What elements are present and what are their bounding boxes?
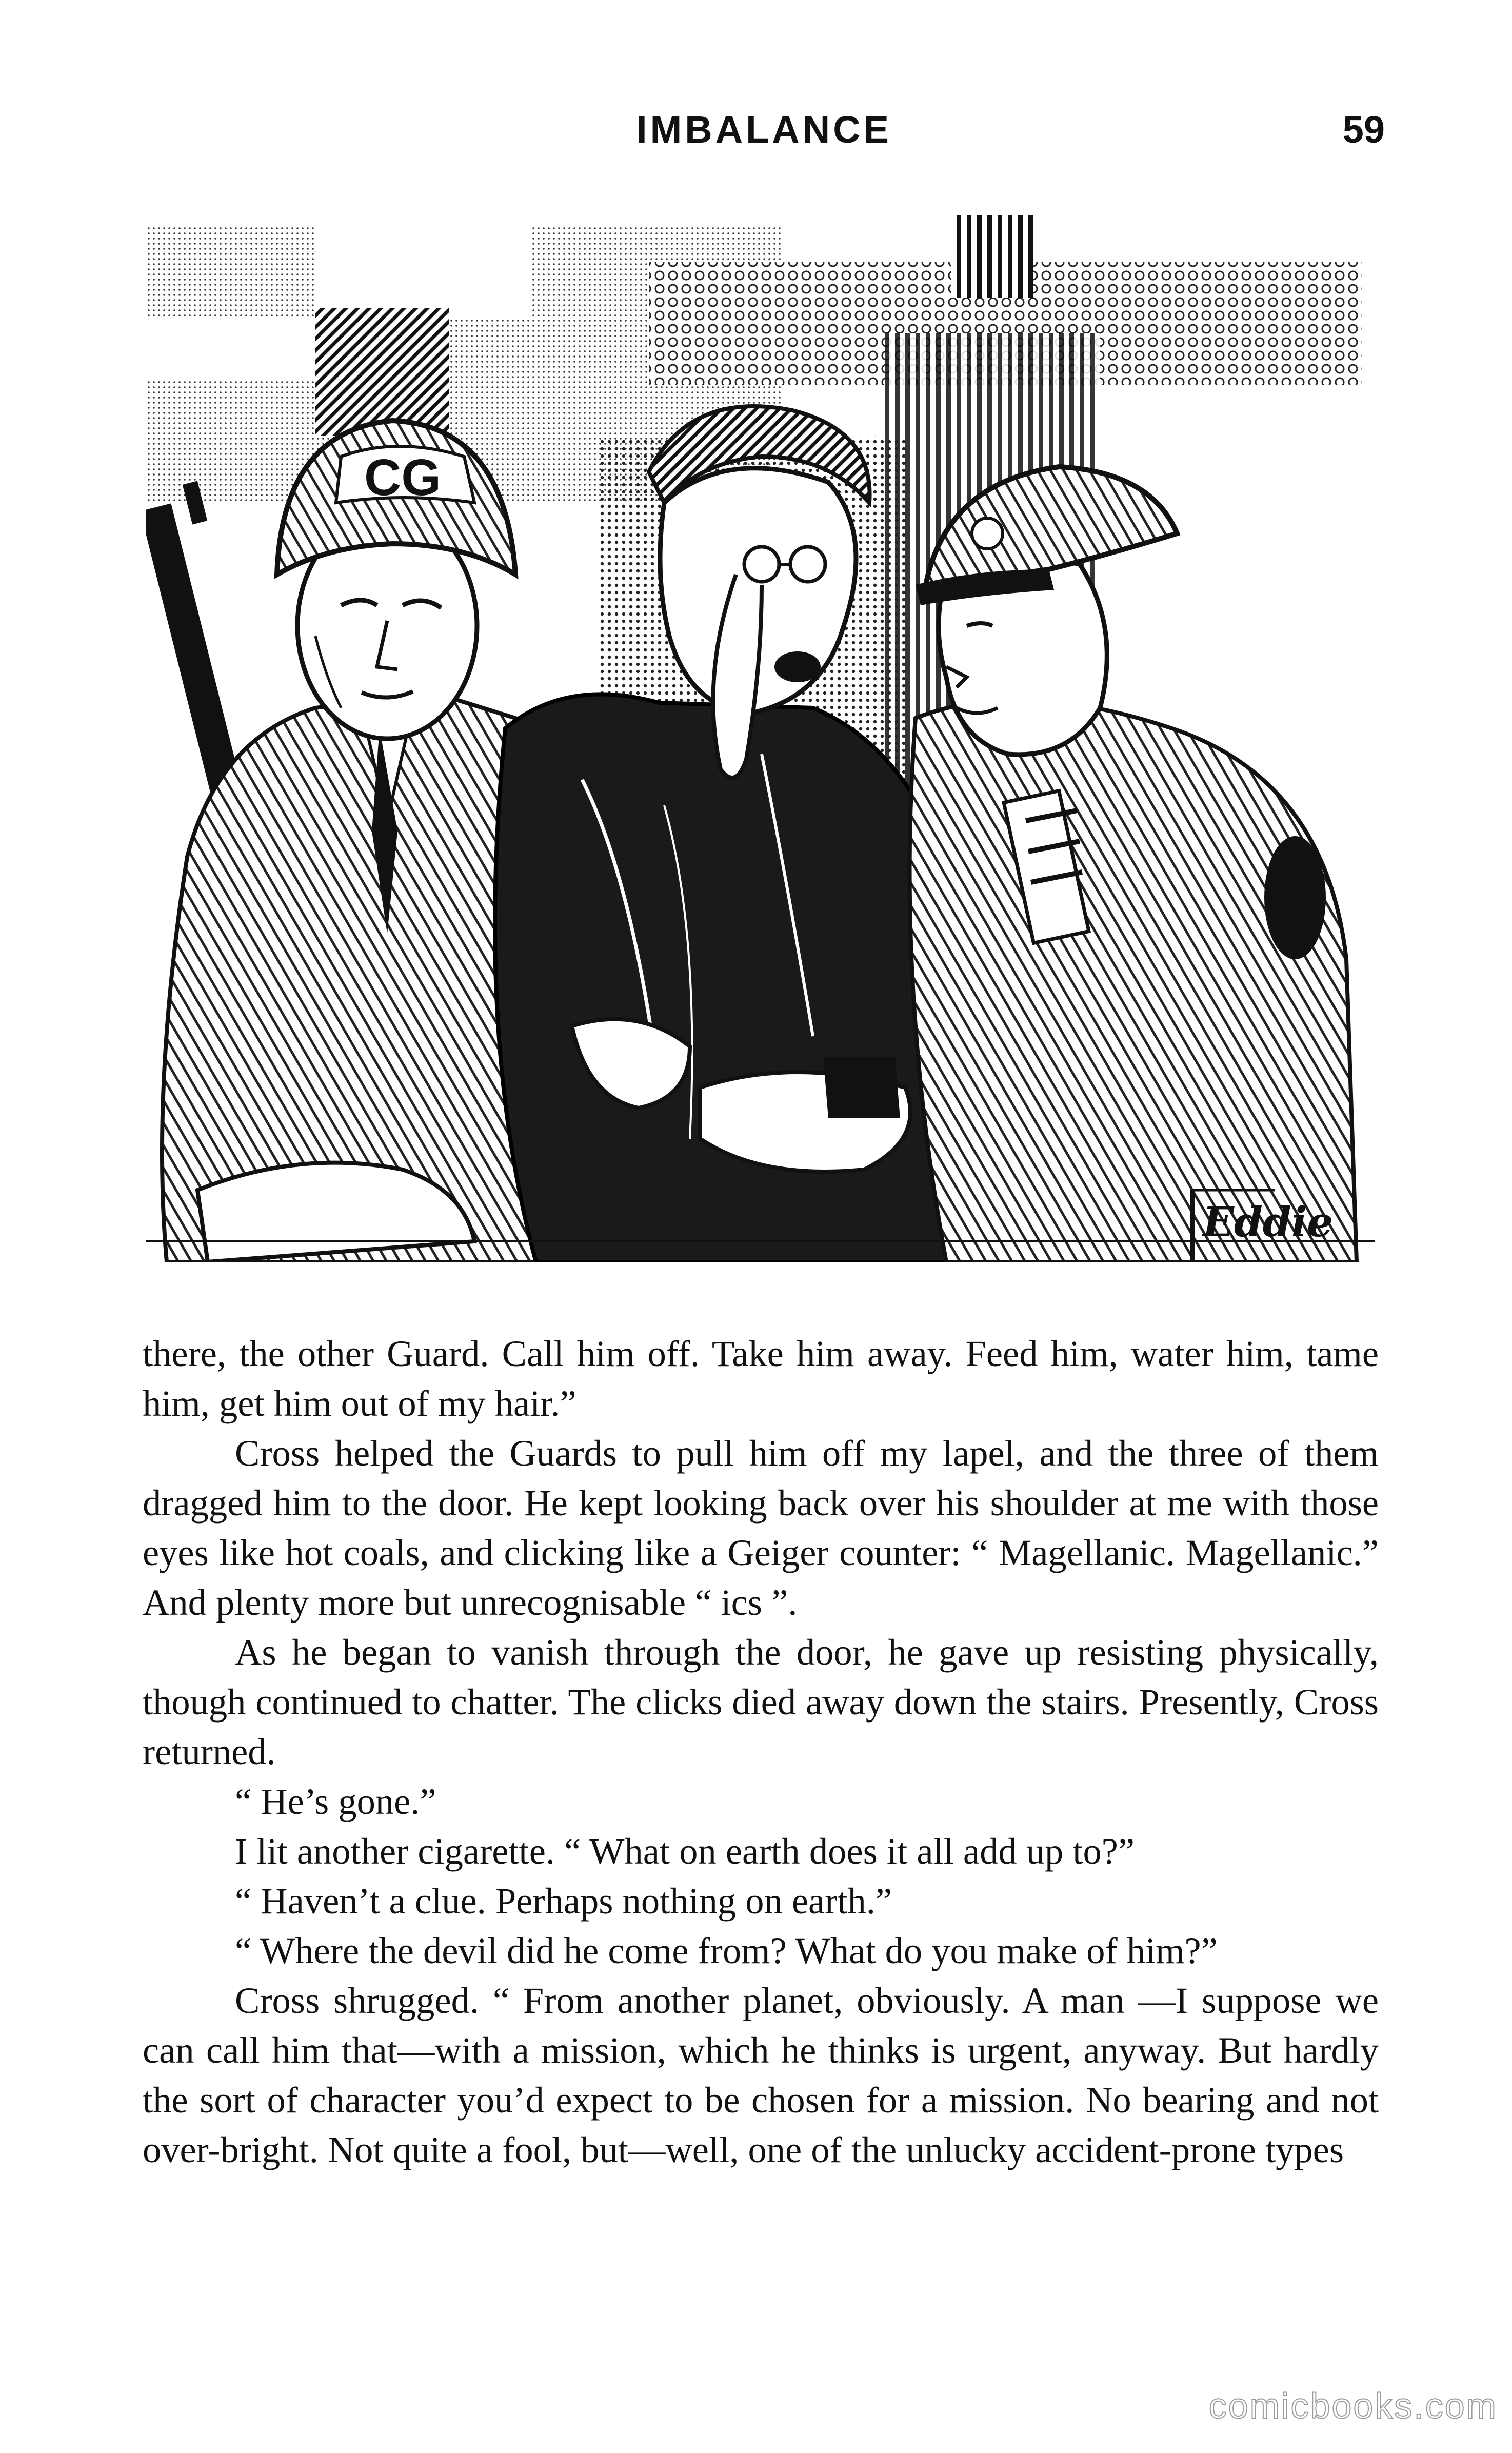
- body-text: [143, 1329, 1379, 2174]
- wristwatch-band: [823, 1057, 900, 1118]
- paragraph: “ He’s gone.”: [235, 1781, 436, 1822]
- background-hatch-block: [315, 308, 449, 436]
- paragraph: I lit another cigarette. “ What on earth does it all add up to?”: [235, 1830, 1135, 1872]
- paragraph: Cross helped the Guards to pull him off my lapel, and the three of them dragged him to the door. He kept looking back over his shoulder at me with those eyes like hot coals, and clicking like a Geiger counter: “ Magellanic. Magellanic.” And plenty more but unrecognisable “ ics ”.: [143, 1432, 1379, 1623]
- running-title: IMBALANCE: [636, 108, 892, 151]
- illustration: [146, 215, 1375, 1262]
- background-blinds: [951, 215, 1033, 298]
- armband: [1264, 836, 1326, 959]
- prisoner-glasses: [744, 547, 779, 582]
- page-header: [144, 108, 1385, 164]
- watermark: comicbooks.com: [1208, 2386, 1498, 2426]
- paragraph: “ Haven’t a clue. Perhaps nothing on earth.”: [235, 1880, 892, 1922]
- prisoner-mouth: [774, 651, 821, 682]
- artist-signature: Eddie: [1203, 1198, 1334, 1246]
- paragraph: Cross shrugged. “ From another planet, obviously. A man —I suppose we can call him that—with a mission, which he thinks is urgent, anyway. But hardly the sort of character you’d expect to be chosen for a mission. No bearing and not over-bright. Not quite a fool, but—well, one of the unlucky accident-prone types: [143, 1980, 1379, 2170]
- paragraph: As he began to vanish through the door, he gave up resisting physically, though continued to chatter. The clicks died away down the stairs. Presently, Cross returned.: [143, 1631, 1379, 1772]
- helmet-insignia: CG: [364, 449, 441, 506]
- paragraph: there, the other Guard. Call him off. Take him away. Feed him, water him, tame him, get him out of my hair.”: [143, 1333, 1379, 1424]
- illustration-drawing: [146, 215, 1375, 1262]
- page-number: 59: [1342, 108, 1385, 151]
- paragraph: “ Where the devil did he come from? What do you make of him?”: [235, 1930, 1218, 1971]
